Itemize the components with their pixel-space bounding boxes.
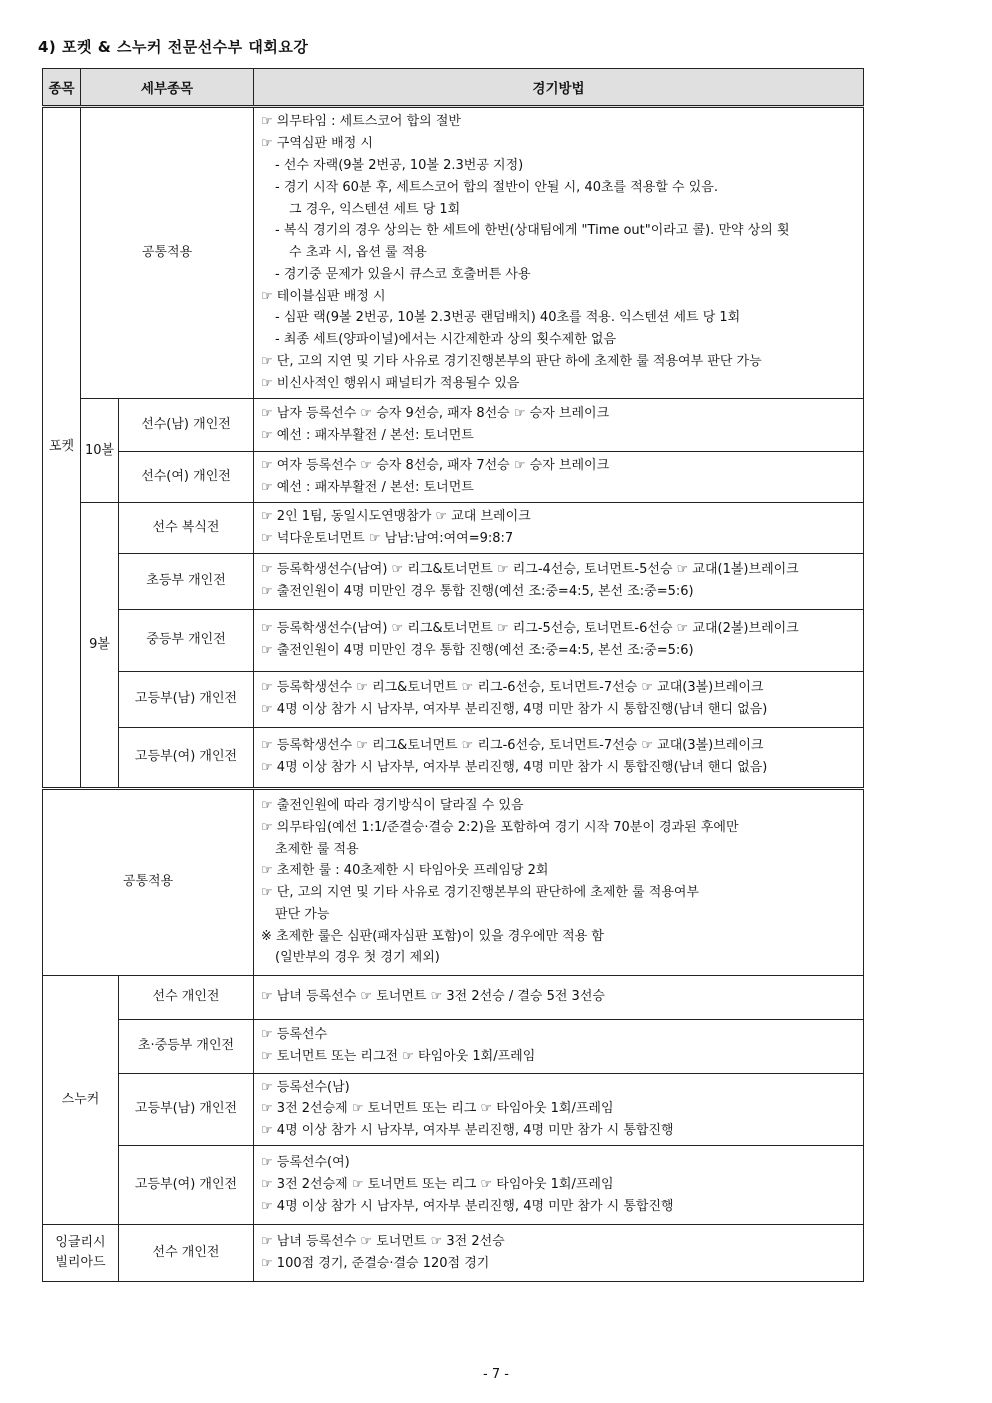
header-method: 경기방법 [254,69,864,107]
english-label-line: 빌리아드 [55,1254,106,1270]
desc-line: 수 초과 시, 옵션 룰 적용 [289,245,427,261]
desc-line: ☞ 4명 이상 참가 시 남자부, 여자부 분리진행, 4명 미만 참가 시 통합진행(남녀 핸디 없음) [261,760,768,776]
page-number: - 7 - [483,1367,509,1382]
desc-line: ☞ 초제한 룰 : 40초제한 시 타임아웃 프레임당 2회 [261,863,549,879]
desc-line: ☞ 넉다운토너먼트 ☞ 남남:남여:여여=9:8:7 [261,530,514,546]
pocket-common-row [43,107,864,399]
method-cell [254,399,864,452]
desc-line: ☞ 토너먼트 또는 리그전 ☞ 타임아웃 1회/프레임 [261,1049,536,1065]
header-category: 종목 [43,69,81,107]
desc-line: ☞ 출전인원이 4명 미만인 경우 통합 진행(예선 조:중=4:5, 본선 조:중=5:6) [261,643,694,659]
ball10-label: 10볼 [81,399,119,503]
desc-line: ☞ 4명 이상 참가 시 남자부, 여자부 분리진행, 4명 미만 참가 시 통합진행 [261,1198,674,1214]
method-cell [254,975,864,1019]
event-cell: 초등부 개인전 [119,553,254,609]
desc-line: ☞ 남녀 등록선수 ☞ 토너먼트 ☞ 3전 2선승 [261,1234,505,1250]
desc-line: (일반부의 경우 첫 경기 제외) [275,950,440,966]
method-cell [254,1019,864,1073]
table-row [43,1073,864,1145]
desc-line: ☞ 등록선수(여) [261,1155,350,1171]
ball9-label: 9볼 [81,503,119,789]
desc-line: ※ 초제한 룰은 심판(패자심판 포함)이 있을 경우에만 적용 함 [261,928,604,944]
table-row [43,1145,864,1224]
desc-line: ☞ 의무타임(예선 1:1/준결승·결승 2:2)을 포함하여 경기 시작 70분이 경과된 후에만 [261,819,739,835]
event-cell: 고등부(여) 개인전 [119,727,254,788]
desc-line: ☞ 의무타임 : 세트스코어 합의 절반 [261,114,461,130]
method-cell [254,609,864,671]
desc-line: ☞ 테이블심판 배정 시 [261,288,386,304]
desc-line: ☞ 단, 고의 지연 및 기타 사유로 경기진행본부의 판단 하에 초제한 룰 적용여부 판단 가능 [261,354,762,370]
snooker-common-label: 공통적용 [43,788,254,975]
desc-line: ☞ 100점 경기, 준결승·결승 120점 경기 [261,1255,490,1271]
table-row [43,975,864,1019]
event-cell: 선수(여) 개인전 [119,452,254,503]
snooker-label: 스누커 [43,975,119,1224]
desc-line: ☞ 등록학생선수 ☞ 리그&토너먼트 ☞ 리그-6선승, 토너먼트-7선승 ☞ 교대(3볼)브레이크 [261,738,764,754]
method-cell [254,452,864,503]
english-label-line: 잉글리시 [55,1234,106,1250]
english-label [43,1224,119,1281]
rules-table [42,68,864,1282]
event-cell: 초·중등부 개인전 [119,1019,254,1073]
event-cell: 선수 개인전 [119,975,254,1019]
event-cell: 중등부 개인전 [119,609,254,671]
table-row [43,399,864,452]
desc-line: ☞ 등록선수(남) [261,1079,350,1095]
method-cell [254,503,864,554]
desc-line: ☞ 여자 등록선수 ☞ 승자 8선승, 패자 7선승 ☞ 승자 브레이크 [261,458,610,474]
table-row [43,452,864,503]
method-cell [254,553,864,609]
desc-line: ☞ 단, 고의 지연 및 기타 사유로 경기진행본부의 판단하에 초제한 룰 적용여부 [261,885,699,901]
desc-line: 초제한 룰 적용 [275,841,359,857]
table-row [43,727,864,788]
snooker-common-desc [254,788,864,975]
pocket-common-label: 공통적용 [81,107,254,399]
desc-line: ☞ 출전인원에 따라 경기방식이 달라질 수 있음 [261,797,524,813]
desc-line: ☞ 3전 2선승제 ☞ 토너먼트 또는 리그 ☞ 타임아웃 1회/프레임 [261,1101,614,1117]
method-cell [254,1145,864,1224]
desc-line: ☞ 비신사적인 행위시 패널티가 적용될수 있음 [261,375,520,391]
header-row [43,69,864,107]
section-title: 4) 포켓 & 스누커 전문선수부 대회요강 [38,38,309,56]
desc-line: - 복식 경기의 경우 상의는 한 세트에 한번(상대팀에게 "Time out"이라고 콜). 만약 상의 횟 [275,223,790,239]
desc-line: ☞ 등록학생선수 ☞ 리그&토너먼트 ☞ 리그-6선승, 토너먼트-7선승 ☞ 교대(3볼)브레이크 [261,680,764,696]
event-cell: 선수 개인전 [119,1224,254,1281]
desc-line: - 선수 자랙(9볼 2번공, 10볼 2.3번공 지정) [275,157,524,173]
event-cell: 고등부(여) 개인전 [119,1145,254,1224]
header-event: 세부종목 [81,69,254,107]
desc-line: - 경기중 문제가 있을시 큐스코 호출버튼 사용 [275,266,531,282]
desc-line: ☞ 등록학생선수(남여) ☞ 리그&토너먼트 ☞ 리그-4선승, 토너먼트-5선승 ☞ 교대(1볼)브레이크 [261,562,799,578]
desc-line: - 경기 시작 60분 후, 세트스코어 합의 절반이 안될 시, 40초를 적용할 수 있음. [275,179,718,195]
desc-line: ☞ 4명 이상 참가 시 남자부, 여자부 분리진행, 4명 미만 참가 시 통합진행(남녀 핸디 없음) [261,702,768,718]
desc-line: ☞ 3전 2선승제 ☞ 토너먼트 또는 리그 ☞ 타임아웃 1회/프레임 [261,1177,614,1193]
desc-line: ☞ 예선 : 패자부활전 / 본선: 토너먼트 [261,428,474,443]
method-cell [254,671,864,727]
table-row [43,1224,864,1281]
table-row [43,1019,864,1073]
method-cell [254,1073,864,1145]
snooker-common-row [43,788,864,975]
desc-line: - 최종 세트(양파이널)에서는 시간제한과 상의 횟수제한 없음 [275,332,617,348]
table-row [43,553,864,609]
table-row [43,609,864,671]
desc-line: 판단 가능 [275,906,330,922]
desc-line: - 심판 랙(9볼 2번공, 10볼 2.3번공 랜덤배치) 40초를 적용. 익스텐션 세트 당 1회 [275,310,741,326]
desc-line: ☞ 출전인원이 4명 미만인 경우 통합 진행(예선 조:중=4:5, 본선 조:중=5:6) [261,584,694,600]
desc-line: 그 경우, 익스텐션 세트 당 1회 [289,201,461,217]
method-cell [254,727,864,788]
desc-line: ☞ 예선 : 패자부활전 / 본선: 토너먼트 [261,480,474,495]
desc-line: ☞ 등록선수 [261,1027,328,1043]
table-row [43,671,864,727]
event-cell: 선수 복식전 [119,503,254,554]
desc-line: ☞ 2인 1팀, 동일시도연맹참가 ☞ 교대 브레이크 [261,509,531,524]
pocket-common-desc [254,107,864,399]
desc-line: ☞ 남자 등록선수 ☞ 승자 9선승, 패자 8선승 ☞ 승자 브레이크 [261,406,610,422]
desc-line: ☞ 구역심판 배정 시 [261,136,373,152]
desc-line: ☞ 등록학생선수(남여) ☞ 리그&토너먼트 ☞ 리그-5선승, 토너먼트-6선승 ☞ 교대(2볼)브레이크 [261,621,799,637]
desc-line: ☞ 4명 이상 참가 시 남자부, 여자부 분리진행, 4명 미만 참가 시 통합진행 [261,1123,674,1139]
table-row [43,503,864,554]
desc-line: ☞ 남녀 등록선수 ☞ 토너먼트 ☞ 3전 2선승 / 결승 5전 3선승 [261,989,605,1005]
event-cell: 선수(남) 개인전 [119,399,254,452]
event-cell: 고등부(남) 개인전 [119,671,254,727]
method-cell [254,1224,864,1281]
pocket-label: 포켓 [43,107,81,789]
event-cell: 고등부(남) 개인전 [119,1073,254,1145]
